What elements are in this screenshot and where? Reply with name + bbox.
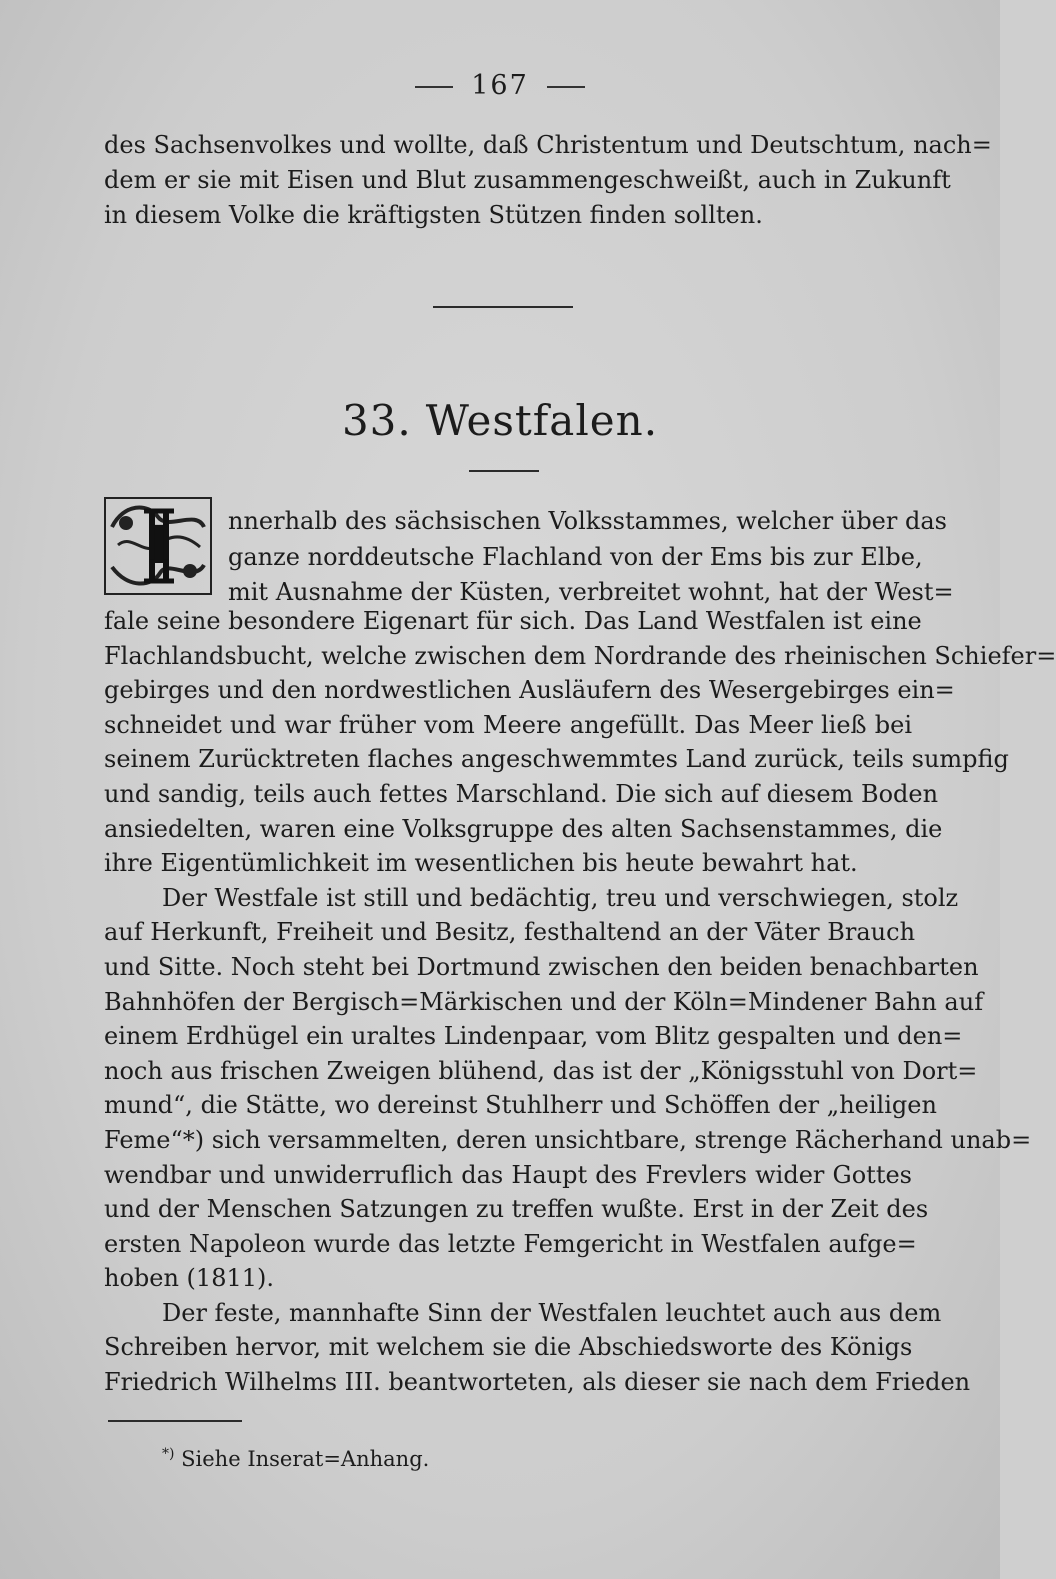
right-dash <box>547 86 585 88</box>
text-line: Schreiben hervor, mit welchem sie die Abschiedsworte des Königs <box>104 1333 913 1362</box>
text-line: in diesem Volke die kräftigsten Stützen finden sollten. <box>104 201 763 230</box>
left-dash <box>415 86 453 88</box>
text-line: dem er sie mit Eisen und Blut zusammengeschweißt, auch in Zukunft <box>104 166 951 195</box>
text-line: hoben (1811). <box>104 1264 274 1293</box>
text-line: ersten Napoleon wurde das letzte Femgericht in Westfalen aufge= <box>104 1229 917 1258</box>
text-line: Friedrich Wilhelms III. beantworteten, als dieser sie nach dem Frieden <box>104 1368 971 1397</box>
first-paragraph-opening <box>228 504 954 611</box>
title-underline <box>469 470 539 472</box>
text-line: Der feste, mannhafte Sinn der Westfalen leuchtet auch aus dem <box>162 1298 942 1327</box>
text-line: und sandig, teils auch fettes Marschland. Die sich auf diesem Boden <box>104 779 939 808</box>
section-divider <box>433 306 573 308</box>
text-line: auf Herkunft, Freiheit und Besitz, festhaltend an der Väter Brauch <box>104 918 916 947</box>
footnote-text: Siehe Inserat=Anhang. <box>181 1447 430 1471</box>
text-line: ganze norddeutsche Flachland von der Ems bis zur Elbe, <box>228 542 923 571</box>
ornamental-initial-icon <box>104 497 212 595</box>
body-text <box>104 604 1056 1400</box>
text-line: schneidet und war früher vom Meere angefüllt. Das Meer ließ bei <box>104 710 912 739</box>
text-line: Feme“*) sich versammelten, deren unsichtbare, strenge Rächerhand unab= <box>104 1125 1032 1154</box>
text-line: fale seine besondere Eigenart für sich. Das Land Westfalen ist eine <box>104 607 922 635</box>
footnote-marker: *) <box>162 1446 175 1462</box>
text-line: mit Ausnahme der Küsten, verbreitet wohnt, hat der West= <box>228 578 954 606</box>
svg-text:I: I <box>146 515 172 576</box>
chapter-title <box>0 396 1000 445</box>
text-line: einem Erdhügel ein uraltes Lindenpaar, vom Blitz gespalten und den= <box>104 1022 963 1051</box>
text-line: Der Westfale ist still und bedächtig, treu und verschwiegen, stolz <box>162 883 959 912</box>
chapter-name: Westfalen. <box>425 396 659 445</box>
text-line: gebirges und den nordwestlichen Ausläufern des Wesergebirges ein= <box>104 676 955 705</box>
text-line: mund“, die Stätte, wo dereinst Stuhlherr und Schöffen der „heiligen <box>104 1091 937 1120</box>
text-line: seinem Zurücktreten flaches angeschwemmtes Land zurück, teils sumpfig <box>104 745 1009 774</box>
page-number-header <box>0 70 1000 101</box>
text-line: wendbar und unwiderruflich das Haupt des Frevlers wider Gottes <box>104 1160 912 1189</box>
text-line: ihre Eigentümlichkeit im wesentlichen bis heute bewahrt hat. <box>104 849 858 878</box>
text-line: ansiedelten, waren eine Volksgruppe des alten Sachsenstammes, die <box>104 814 943 843</box>
chapter-number: 33. <box>341 396 412 445</box>
text-line: und der Menschen Satzungen zu treffen wußte. Erst in der Zeit des <box>104 1195 929 1224</box>
text-line: und Sitte. Noch steht bei Dortmund zwischen den beiden benachbarten <box>104 952 979 981</box>
page-number: 167 <box>471 70 529 101</box>
text-line: Flachlandsbucht, welche zwischen dem Nordrande des rheinischen Schiefer= <box>104 641 1056 670</box>
footnote <box>162 1446 429 1471</box>
footnote-divider <box>108 1420 242 1422</box>
text-line: des Sachsenvolkes und wollte, daß Christentum und Deutschtum, nach= <box>104 131 992 159</box>
text-line: noch aus frischen Zweigen blühend, das ist der „Königsstuhl von Dort= <box>104 1056 978 1085</box>
text-line: nnerhalb des sächsischen Volksstammes, welcher über das <box>228 507 947 535</box>
text-line: Bahnhöfen der Bergisch=Märkischen und der Köln=Mindener Bahn auf <box>104 987 984 1016</box>
intro-paragraph <box>104 128 992 234</box>
